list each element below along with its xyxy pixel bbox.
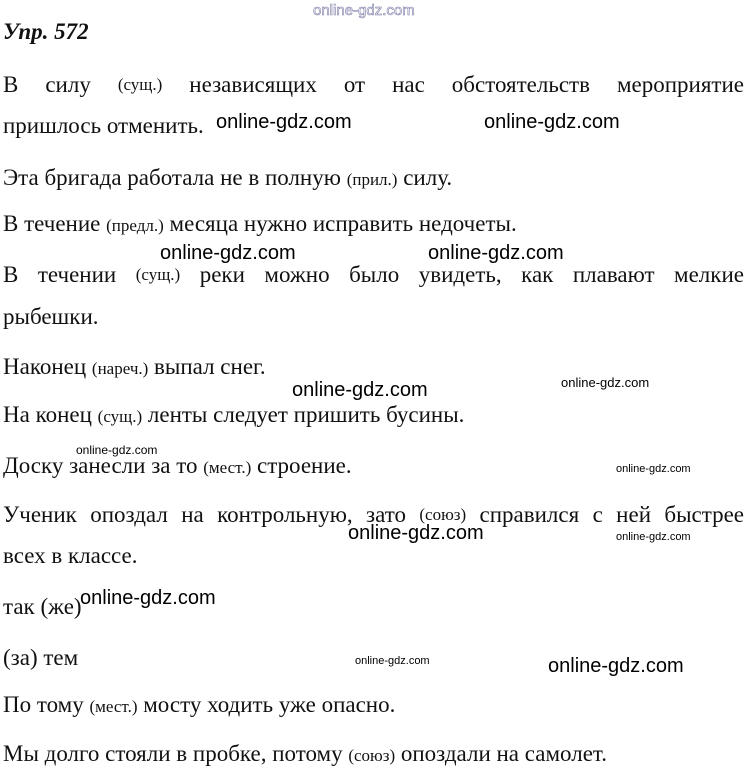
text: В течение xyxy=(3,211,101,236)
paragraph-9: так (же) xyxy=(3,594,82,619)
text: силу. xyxy=(403,165,453,190)
word: увидеть, xyxy=(418,262,502,287)
text: По тому xyxy=(3,692,84,717)
watermark: online-gdz.com xyxy=(355,655,430,667)
word: можно xyxy=(264,262,330,287)
watermark: online-gdz.com xyxy=(616,463,691,475)
word: силу xyxy=(45,72,91,97)
paragraph-7 xyxy=(3,452,352,482)
text: ленты следует пришить бусины. xyxy=(147,402,465,427)
watermark-top: online-gdz.com xyxy=(313,2,415,19)
paragraph-2 xyxy=(3,164,452,194)
word: мероприятие xyxy=(616,72,744,97)
text: На конец xyxy=(3,402,92,427)
text: строение. xyxy=(257,453,352,478)
word: В xyxy=(3,72,19,97)
word-tag: (мест.) xyxy=(203,458,252,477)
word-tag: (союз) xyxy=(348,746,396,765)
word-tag: (предл.) xyxy=(106,216,164,235)
text: выпал снег. xyxy=(154,354,266,379)
word: ней xyxy=(616,502,651,527)
word-tag: (союз) xyxy=(419,505,467,524)
word: В xyxy=(3,262,19,287)
paragraph-5 xyxy=(3,353,266,383)
paragraph-1-line-1 xyxy=(3,71,744,99)
paragraph-1-line-2: пришлось отменить. xyxy=(3,113,204,138)
word-tag: (сущ.) xyxy=(117,75,163,94)
word: с xyxy=(592,502,603,527)
text: мосту ходить уже опасно. xyxy=(143,692,396,717)
word: нас xyxy=(392,72,425,97)
word: опоздал xyxy=(90,502,168,527)
text: Мы долго стояли в пробке, потому xyxy=(3,741,343,766)
word: на xyxy=(181,502,204,527)
paragraph-8-line-2: всех в классе. xyxy=(3,543,138,568)
word: течении xyxy=(37,262,117,287)
word: обстоятельств xyxy=(451,72,590,97)
text: опоздали на самолет. xyxy=(400,741,607,766)
word: зато xyxy=(366,502,406,527)
word: было xyxy=(349,262,400,287)
exercise-title: Упр. 572 xyxy=(3,19,89,44)
watermark: online-gdz.com xyxy=(561,375,650,390)
paragraph-10: (за) тем xyxy=(3,645,79,670)
watermark: online-gdz.com xyxy=(616,531,691,543)
word: независящих xyxy=(189,72,317,97)
paragraph-4-line-1 xyxy=(3,261,744,289)
paragraph-12 xyxy=(3,740,607,770)
paragraph-6 xyxy=(3,401,464,431)
watermark: online-gdz.com xyxy=(80,587,216,609)
watermark: online-gdz.com xyxy=(216,111,352,133)
word: реки xyxy=(199,262,245,287)
word: от xyxy=(343,72,366,97)
word-tag: (прил.) xyxy=(346,170,398,189)
text: месяца нужно исправить недочеты. xyxy=(169,211,517,236)
word: контрольную, xyxy=(217,502,353,527)
word: справился xyxy=(479,502,580,527)
word-tag: (мест.) xyxy=(89,697,138,716)
word-tag: (сущ.) xyxy=(135,265,181,284)
word: плавают xyxy=(572,262,655,287)
text: Наконец xyxy=(3,354,87,379)
word-tag: (нареч.) xyxy=(91,359,149,378)
word: мелкие xyxy=(674,262,744,287)
paragraph-4-line-2: рыбешки. xyxy=(3,304,99,329)
word: Ученик xyxy=(3,502,77,527)
watermark: online-gdz.com xyxy=(428,242,564,264)
watermark: online-gdz.com xyxy=(348,522,484,544)
text: Доску занесли за то xyxy=(3,453,198,478)
text: Эта бригада работала не в полную xyxy=(3,165,341,190)
watermark: online-gdz.com xyxy=(292,379,428,401)
word: быстрее xyxy=(664,502,744,527)
watermark: online-gdz.com xyxy=(548,655,684,677)
word: как xyxy=(521,262,554,287)
watermark: online-gdz.com xyxy=(484,111,620,133)
paragraph-11 xyxy=(3,691,395,721)
paragraph-3 xyxy=(3,210,517,240)
watermark: online-gdz.com xyxy=(76,443,158,457)
word-tag: (сущ.) xyxy=(97,407,143,426)
watermark: online-gdz.com xyxy=(160,242,296,264)
